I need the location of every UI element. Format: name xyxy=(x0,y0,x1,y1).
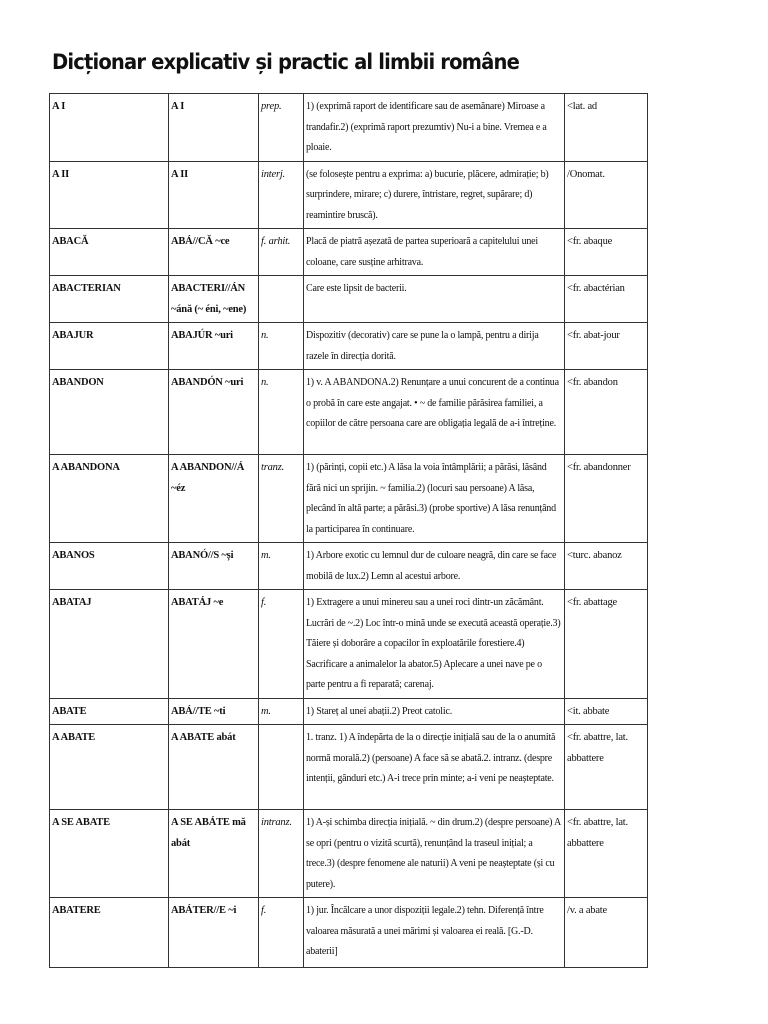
entry-grammar: prep. xyxy=(259,94,304,162)
entry-grammar xyxy=(259,276,304,323)
entry-word: A II xyxy=(50,161,169,229)
entry-word: ABACTERIAN xyxy=(50,276,169,323)
entry-grammar: f. xyxy=(259,898,304,968)
entry-headword: A II xyxy=(169,161,259,229)
table-row xyxy=(50,698,648,725)
dictionary-body xyxy=(50,94,648,968)
entry-headword: A I xyxy=(169,94,259,162)
entry-definition: 1. tranz. 1) A îndepărta de la o direcție inițială sau de la o anumită normă morală.2) (persoane) A face să se abată.2. intranz. (despre intenții, gânduri etc.) A-i trece prin minte; a-i veni pe neașteptate. xyxy=(304,725,565,810)
entry-word: ABATE xyxy=(50,698,169,725)
entry-etymology: <fr. abattage xyxy=(565,590,648,699)
entry-etymology: <it. abbate xyxy=(565,698,648,725)
entry-headword: ABANDÓN ~uri xyxy=(169,370,259,455)
entry-word: ABATERE xyxy=(50,898,169,968)
entry-word: A ABATE xyxy=(50,725,169,810)
entry-grammar: m. xyxy=(259,543,304,590)
table-row xyxy=(50,370,648,455)
entry-definition: 1) v. A ABANDONA.2) Renunțare a unui concurent de a continua o probă în care este angajat. • ~ de familie părăsirea familiei, a copiilor de către persoana care are obligația legală de a-i întreține. xyxy=(304,370,565,455)
dictionary-table xyxy=(49,93,648,968)
table-row xyxy=(50,161,648,229)
entry-definition: 1) Arbore exotic cu lemnul dur de culoare neagră, din care se face mobilă de lux.2) Lemn al acestui arbore. xyxy=(304,543,565,590)
entry-headword: ABANÓ//S ~și xyxy=(169,543,259,590)
entry-etymology: <fr. abactérian xyxy=(565,276,648,323)
entry-grammar: n. xyxy=(259,370,304,455)
entry-headword: ABAJÚR ~uri xyxy=(169,323,259,370)
entry-etymology: /Onomat. xyxy=(565,161,648,229)
entry-grammar: f. arhit. xyxy=(259,229,304,276)
entry-headword: A ABATE abát xyxy=(169,725,259,810)
entry-definition: Dispozitiv (decorativ) care se pune la o lampă, pentru a dirija razele în direcția dorită. xyxy=(304,323,565,370)
entry-word: ABATAJ xyxy=(50,590,169,699)
table-row xyxy=(50,725,648,810)
entry-definition: 1) (exprimă raport de identificare sau de asemănare) Miroase a trandafir.2) (exprimă raport prezumtiv) Nu-i a bine. Vremea e a ploaie. xyxy=(304,94,565,162)
entry-etymology: <fr. abattre, lat. abbattere xyxy=(565,810,648,898)
entry-grammar: f. xyxy=(259,590,304,699)
entry-etymology: <fr. abat-jour xyxy=(565,323,648,370)
entry-etymology: <turc. abanoz xyxy=(565,543,648,590)
entry-etymology: <fr. abandon xyxy=(565,370,648,455)
entry-word: ABANDON xyxy=(50,370,169,455)
entry-etymology: <fr. abaque xyxy=(565,229,648,276)
entry-grammar: intranz. xyxy=(259,810,304,898)
entry-headword: ABACTERI//ÁN ~ánă (~ éni, ~ene) xyxy=(169,276,259,323)
entry-grammar: tranz. xyxy=(259,455,304,543)
entry-headword: A SE ABÁTE mă abát xyxy=(169,810,259,898)
entry-grammar: m. xyxy=(259,698,304,725)
entry-definition: Care este lipsit de bacterii. xyxy=(304,276,565,323)
table-row xyxy=(50,94,648,162)
table-row xyxy=(50,590,648,699)
entry-definition: 1) Extragere a unui minereu sau a unei roci dintr-un zăcământ. Lucrări de ~.2) Loc într-o mină unde se execută această operație.3) Tăiere și doborâre a copacilor în exploatările forestiere.4) Sacrificare a animalelor la abator.5) Aplecare a unei nave pe o parte pentru a fi reparată; carenaj. xyxy=(304,590,565,699)
table-row xyxy=(50,276,648,323)
entry-definition: (se folosește pentru a exprima: a) bucurie, plăcere, admirație; b) surprindere, mirare; c) durere, întristare, regret, supărare; d) reamintire bruscă). xyxy=(304,161,565,229)
entry-word: A I xyxy=(50,94,169,162)
table-row xyxy=(50,455,648,543)
entry-headword: ABATÁJ ~e xyxy=(169,590,259,699)
entry-grammar xyxy=(259,725,304,810)
entry-etymology: /v. a abate xyxy=(565,898,648,968)
table-row xyxy=(50,898,648,968)
entry-grammar: interj. xyxy=(259,161,304,229)
entry-word: ABACĂ xyxy=(50,229,169,276)
table-row xyxy=(50,543,648,590)
entry-word: A ABANDONA xyxy=(50,455,169,543)
entry-definition: Placă de piatră așezată de partea superioară a capitelului unei coloane, care susține arhitrava. xyxy=(304,229,565,276)
table-row xyxy=(50,323,648,370)
entry-grammar: n. xyxy=(259,323,304,370)
entry-definition: 1) A-și schimba direcția inițială. ~ din drum.2) (despre persoane) A se opri (pentru o vizită scurtă), renunțând la traseul inițial; a trece.3) (despre fenomene ale naturii) A veni pe neașteptate (și cu putere). xyxy=(304,810,565,898)
entry-etymology: <fr. abandonner xyxy=(565,455,648,543)
table-row xyxy=(50,810,648,898)
entry-etymology: <fr. abattre, lat. abbattere xyxy=(565,725,648,810)
entry-definition: 1) Stareț al unei abații.2) Preot catolic. xyxy=(304,698,565,725)
entry-word: ABAJUR xyxy=(50,323,169,370)
document-title: Dicționar explicativ și practic al limbii române xyxy=(52,50,520,74)
entry-word: ABANOS xyxy=(50,543,169,590)
entry-etymology: <lat. ad xyxy=(565,94,648,162)
entry-headword: ABÁ//CĂ ~ce xyxy=(169,229,259,276)
entry-definition: 1) jur. Încălcare a unor dispoziții legale.2) tehn. Diferență între valoarea măsurată a unei mărimi și valoarea ei reală. [G.-D. abaterii] xyxy=(304,898,565,968)
entry-headword: ABÁ//TE ~ti xyxy=(169,698,259,725)
entry-headword: ABÁTER//E ~i xyxy=(169,898,259,968)
entry-definition: 1) (părinți, copii etc.) A lăsa la voia întâmplării; a părăsi, lăsând fără nici un sprijin. ~ familia.2) (locuri sau persoane) A lăsa, plecând în altă parte; a părăsi.3) (probe sportive) A lăsa renunțând la participarea în continuare. xyxy=(304,455,565,543)
entry-headword: A ABANDON//Á ~éz xyxy=(169,455,259,543)
entry-word: A SE ABATE xyxy=(50,810,169,898)
table-row xyxy=(50,229,648,276)
